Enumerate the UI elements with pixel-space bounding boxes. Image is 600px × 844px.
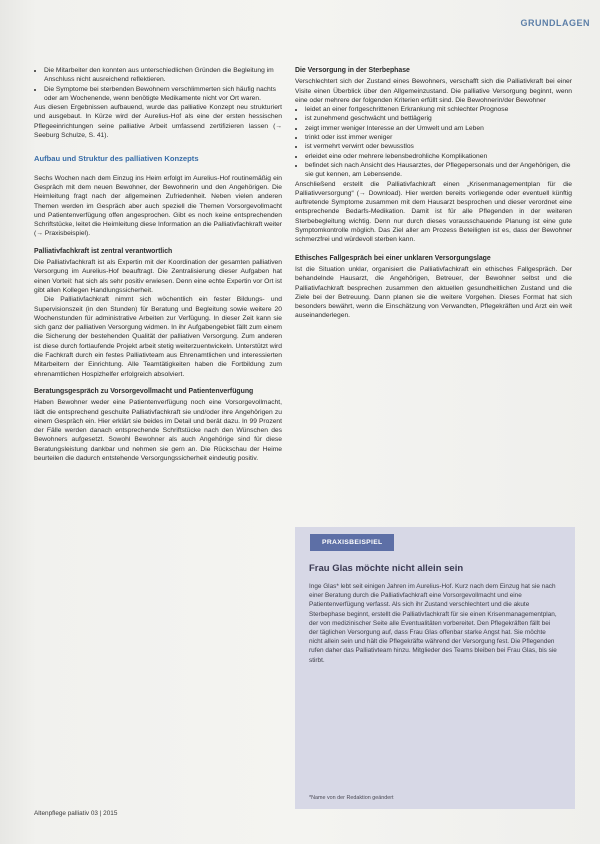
- practice-example-footnote: *Name von der Redaktion geändert: [309, 795, 394, 801]
- section-heading: Aufbau und Struktur des palliativen Konzepts: [34, 154, 199, 164]
- paragraph: Ist die Situation unklar, organisiert die Palliativfachkraft ein ethisches Fallgespräch. Der behandelnde Hausarzt, die Angehörigen, Betreuer, der Bewohner selbst und die Palliativfachkraft besprechen zusammen den aktuellen gesundheitlichen Zustand und die Ziele bei der Betreuung. Dann planen sie die weitere Vorgehen. Dieses Format hat sich besonders bewährt, wenn die Einschätzung von Verwandten, Pflegekräften und Arzt ein weit auseinanderlegen.: [295, 265, 572, 320]
- list-item: • Die Mitarbeiter den konnten aus unterschiedlichen Gründen die Begleitung im Anschluss nicht ausreichend reflektieren.: [44, 66, 282, 85]
- list-item: • trinkt oder isst immer weniger: [305, 133, 572, 142]
- list-item: • ist zunehmend geschwächt und bettlägerig: [305, 114, 572, 123]
- paragraph: Verschlechtert sich der Zustand eines Bewohners, verschafft sich die Palliativkraft bei einer Visite einen Überblick über den Allgemeinzustand. Die palliative Versorgung beginnt, wenn eine oder mehrere der folgenden Kriterien erfüllt sind. Die Bewohnerin/der Bewohner: [295, 78, 572, 104]
- intro-paragraph: Aus diesen Ergebnissen aufbauend, wurde das palliative Konzept neu strukturiert und ausgebaut. In Kürze wird der Aurelius-Hof als eine der ersten hessischen Pflegeeinrichtungen seine palliative Arbeit umfassend zertifizieren lassen (→ Seeburg Schulze, S. 41).: [34, 104, 282, 140]
- section-paragraph: Sechs Wochen nach dem Einzug ins Heim erfolgt im Aurelius-Hof routinemäßig ein Gespräch mit dem neuen Bewohner, der Bewohnerin und den Angehörigen. Die Heimleitung fragt nach der allgemeinen Zufriedenheit. Neben vielen anderen Themen werden im Gespräch aber auch speziell die Themen Vorsorgevollmacht und Patientenverfügung offen angesprochen. Gibt es noch keine entsprechenden Schriftstücke, leitet die Heimleitung diese Information an die Palliativfachkraft weiter (→ Praxisbeispiel).: [34, 174, 282, 238]
- page-footer: Altenpflege palliativ 03 | 2015: [34, 810, 118, 817]
- list-item: • ist vermehrt verwirrt oder bewusstlos: [305, 142, 572, 151]
- subheading-beratungsgespraech: Beratungsgespräch zu Vorsorgevollmacht und Patientenverfügung: [34, 387, 254, 395]
- list-item: • erleidet eine oder mehrere lebensbedrohliche Komplikationen: [305, 152, 572, 161]
- subheading-palliativfachkraft: Palliativfachkraft ist zentral verantwortlich: [34, 247, 173, 255]
- list-item: • befindet sich nach Ansicht des Hausarztes, der Pflegepersonals und der Angehörigen, die sie gut kennen, am Lebensende.: [305, 161, 572, 180]
- practice-example-box: [295, 527, 575, 809]
- list-item: • zeigt immer weniger Interesse an der Umwelt und am Leben: [305, 124, 572, 133]
- list-item: • Die Symptome bei sterbenden Bewohnern verschlimmerten sich häufig nachts oder am Wochenende, wenn benötigte Medikamente nicht vor Ort waren.: [44, 85, 282, 104]
- paragraph: Die Palliativfachkraft ist als Expertin mit der Koordination der gesamten palliativen Versorgung im Aurelius-Hof beauftragt. Die Zentralisierung dieser Aufgaben hat einen Vorteil: hat sich als sehr positiv erwiesen. Denn eine echte Expertin vor Ort ist gibt allen Kollegen Handlungssicherheit.: [34, 259, 282, 294]
- practice-example-title: Frau Glas möchte nicht allein sein: [309, 563, 464, 574]
- paragraph: Anschließend erstellt die Palliativfachkraft einen „Krisenmanagementplan für die Palliativversorgung“ (→ Download). Hier werden bereits vorliegende oder eventuell künftig auftretende Symptome zusammen mit dem Hausarzt besprochen und dieser verordnet eine entsprechende Bedarfs-Medikation. Damit ist für alle Pflegenden in der weiteren Sterbebegleitung wichtig. Denn nur durch dieses vorausschauende Planung ist eine gute Symptomkontrolle möglich. Das Ziel aller am Prozess Beteiligten ist es, dass der Bewohner schmerzfrei und würdevoll sterben kann.: [295, 180, 572, 244]
- subheading-sterbephase: Die Versorgung in der Sterbephase: [295, 67, 410, 74]
- paragraph: Haben Bewohner weder eine Patientenverfügung noch eine Vorsorgevollmacht, lädt die entsprechend geschulte Palliativfachkraft sie und/oder ihre Angehörigen zu einem Gespräch ein. Hier erklärt sie beides im Detail und berät dazu. In 99 Prozent der Fälle werden danach entsprechende Schriftstücke nach den Wünschen des Bewohners aufgesetzt. Sowohl Bewohner als auch Angehörige sind für diese Beratungsleistung dankbar und nehmen sie gern an. Die Rückschau der Heime beurteilen die dadurch entstehende Versorgungssicherheit eindeutig positiv.: [34, 399, 282, 462]
- paragraph: Die Palliativfachkraft nimmt sich wöchentlich ein fester Bildungs- und Supervisionszeit (in den Stunden) für Beratung und Begleitung sowie weitere 20 Wochenstunden für administrative Arbeiten zur Verfügung. In dieser Zeit kann sie sich ganz der palliativen Versorgung widmen. In ihr Aufgabengebiet fällt zum einem die Sicherung der bestehenden Qualität der palliativen Versorgung. Zum anderen ist diese durch fortlaufende Projekt arbeit stetig weiterzuentwickeln. Unterstützt wird die Fachkraft durch ein festes Palliativteam aus Ehrenamtlichen und interessierten Mitarbeitern der Einrichtung. Alle Teamtätigkeiten haben die Fortbildung zum ehrenamtlichen Hospizhelfer erfolgreich absolviert.: [34, 296, 282, 378]
- right-column: [295, 66, 572, 321]
- practice-example-tab: PRAXISBEISPIEL: [310, 534, 394, 551]
- criteria-bullet-list: [295, 105, 572, 179]
- section-label: GRUNDLAGEN: [520, 18, 590, 28]
- subheading-fallgespraech: Ethisches Fallgespräch bei einer unklaren Versorgungslage: [295, 254, 491, 262]
- list-item: • leidet an einer fortgeschrittenen Erkrankung mit schlechter Prognose: [305, 105, 572, 114]
- left-column: [34, 66, 282, 463]
- intro-bullet-list: [34, 66, 282, 103]
- practice-example-text: Inge Glas* lebt seit einigen Jahren im Aurelius-Hof. Kurz nach dem Einzug hat sie nach einer Beratung durch die Palliativfachkraft eine Vorsorgevollmacht und eine Patientenverfügung verfasst. Als sich ihr Zustand verschlechtert und die akute Sterbephase beginnt, erstellt die Palliativfachkraft für sie einen Krisenmanagementplan, der von medizinischer Seite alle Eventualitäten vorbereitet. Den Pflegekräften fällt bei der täglichen Versorgung auf, dass Frau Glas offenbar starke Angst hat. Sie möchte nicht allein sein und hält die Pflegekräfte während der Versorgung fest. Die Pflegenden rufen daher das Palliativteam hinzu. Mitglieder des Teams bleiben bei Frau Glas, bis sie stirbt.: [309, 583, 557, 664]
